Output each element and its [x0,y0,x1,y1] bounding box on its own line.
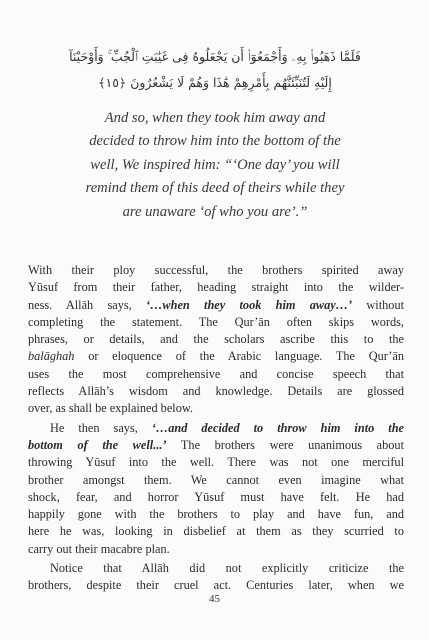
paragraph-line [28,314,404,331]
text-run: without [352,297,405,312]
text-run: Notice that Allāh did not explicitly criticize the [50,561,404,576]
text-run: reflects Allāh’s wisdom and knowledge. Details are glossed [28,384,404,399]
paragraph-line [28,489,404,506]
translation-line: And so, when they took him away and [104,110,326,126]
paragraph-line [28,348,404,365]
arabic-verse-line-2: إِلَيْهِ لَتُنَبِّئَنَّهُم بِأَمْرِهِمْ هَٰذَا وَهُمْ لَا يَشْعُرُونَ ﴿١٥﴾ [98,75,332,90]
paragraph-line [28,366,404,383]
text-run: brothers, despite their cruel act. Centuries later, when we [28,578,404,593]
paragraph-line [28,506,404,523]
italic-term: balāghah [28,349,75,364]
paragraph-line [28,331,404,348]
paragraph-line [28,297,404,314]
text-run: happily gone with the brothers to play and have fun, and [28,507,404,522]
paragraph-line [28,420,404,437]
paragraph-line [28,279,404,296]
translation-line: decided to throw him into the bottom of the [89,133,341,150]
text-run: He then says, [50,420,152,435]
translation-line: are unaware ‘of who you are’.” [122,203,308,220]
paragraph [28,560,404,595]
text-run: brother amongst them. We cannot even imagine what [28,472,404,487]
quoted-verse-text: bottom of the well...’ [28,437,167,452]
text-run: phrases, or details, and the scholars ascribe this to the [28,332,404,347]
paragraph-line [28,560,404,577]
arabic-verse-line-1: فَلَمَّا ذَهَبُوا۟ بِهِۦ وَأَجْمَعُوٓا۟ أَن يَجْعَلُوهُ فِى غَيَٰبَتِ ٱلْجُبِّ ۚ وَأَوْحَيْنَآ [69,49,361,64]
text-run: or eloquence of the Arabic language. The Qur’ān [74,349,404,364]
text-run: With their ploy successful, the brothers spirited away [28,263,404,277]
page-number: 45 [209,593,220,605]
commentary-body [28,262,404,595]
paragraph-line [28,454,404,471]
translation-line: well, We inspired him: “‘One day’ you will [90,156,340,173]
text-run: ness. Allāh says, [28,297,147,312]
text-run: Yūsuf from their father, heading straight into the wilder- [28,280,404,295]
text-run: over, as shall be explained below. [28,401,194,416]
text-run: here he was, looking in disbelief at them as they scurried to [28,524,404,539]
paragraph [28,262,404,418]
paragraph-line [28,262,404,279]
paragraph-line [28,400,404,417]
text-run: The brothers were unanimous about [166,437,404,452]
quoted-verse-text: ‘…and decided to throw him into the [151,420,404,435]
paragraph-line [28,437,404,454]
paragraph-line [28,472,404,489]
paragraph-line [28,383,404,400]
text-run: shock, fear, and horror Yūsuf must have felt. He had [28,489,404,504]
paragraph-line [28,523,404,540]
verse-translation [40,107,390,224]
paragraph [28,420,404,558]
arabic-verse [40,44,390,96]
translation-line: remind them of this deed of theirs while they [85,180,345,197]
text-run: carry out their macabre plan. [28,541,170,556]
quoted-verse-text: ‘…when they took him away…’ [146,297,353,312]
paragraph-line [28,541,404,558]
text-run: throwing Yūsuf into the well. There was not one merciful [28,455,404,470]
text-run: uses the most comprehensive and concise speech that [28,366,404,381]
text-run: completing the statement. The Qur’ān often skips words, [28,314,404,329]
